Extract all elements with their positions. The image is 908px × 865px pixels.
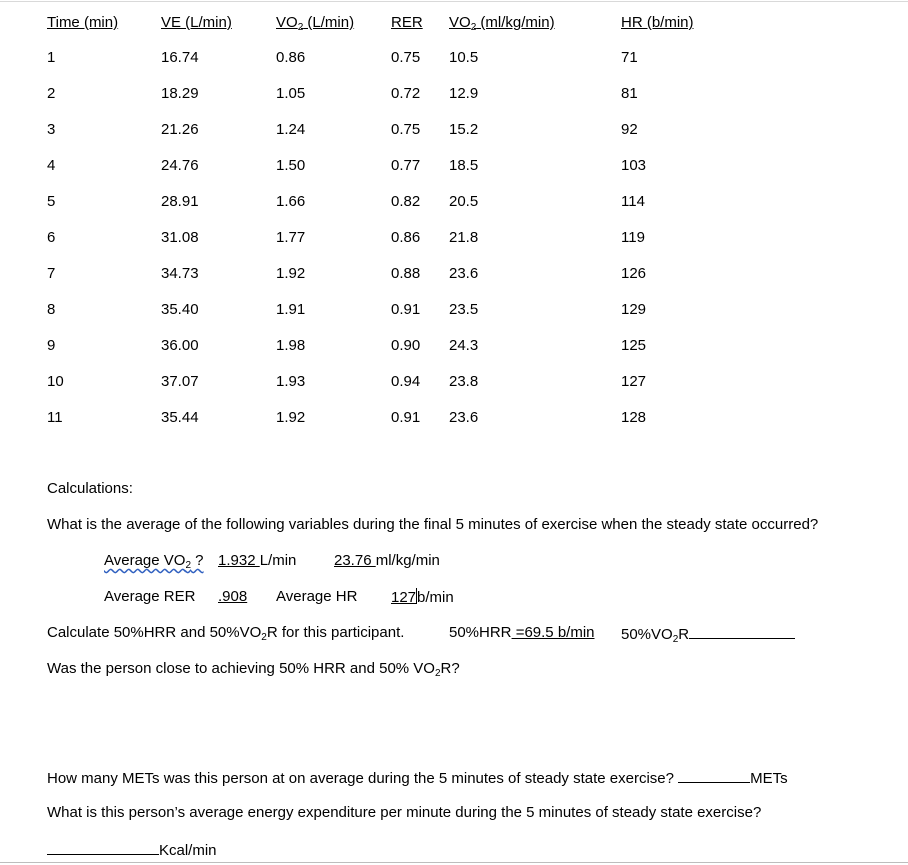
cell-hr: 103 — [621, 157, 647, 174]
page-top-border — [0, 1, 908, 2]
average-vo2-answer[interactable]: 1.932 L/min — [218, 552, 297, 569]
cell-vo2: 1.91 — [276, 301, 306, 318]
cell-ve: 36.00 — [161, 337, 199, 354]
cell-vo2: 1.50 — [276, 157, 306, 174]
cell-rer: 0.77 — [391, 157, 421, 174]
cell-ve: 16.74 — [161, 49, 199, 66]
cell-hr: 114 — [621, 193, 645, 210]
header-ve: VE (L/min) — [161, 14, 232, 31]
cell-rer: 0.82 — [391, 193, 421, 210]
cell-time: 4 — [47, 157, 56, 174]
cell-vo2: 1.92 — [276, 265, 306, 282]
cell-time: 5 — [47, 193, 56, 210]
cell-ve: 18.29 — [161, 85, 199, 102]
cell-hr: 119 — [621, 229, 645, 246]
vo2r-50-answer[interactable]: $50\%VO_2R$ — [621, 624, 795, 644]
header-vo2-kg: $VO_2$ (ml/kg/min) — [449, 14, 555, 33]
average-vo2-line[interactable] — [104, 552, 204, 570]
cell-vo2-kg: 23.6 — [449, 265, 479, 282]
cell-ve: 37.07 — [161, 373, 199, 390]
header-rer: RER — [391, 14, 423, 31]
cell-vo2-kg: 24.3 — [449, 337, 479, 354]
kcal-answer[interactable]: Kcal/min — [47, 840, 217, 860]
cell-ve: 35.44 — [161, 409, 199, 426]
cell-rer: 0.75 — [391, 121, 421, 138]
cell-vo2-kg: 23.6 — [449, 409, 479, 426]
header-hr: HR (b/min) — [621, 14, 694, 31]
calculations-heading: Calculations: — [47, 480, 133, 497]
kcal-blank[interactable] — [47, 840, 159, 855]
cell-rer: 0.90 — [391, 337, 421, 354]
cell-time: 7 — [47, 265, 56, 282]
cell-vo2-kg: 23.8 — [449, 373, 479, 390]
cell-vo2-kg: 15.2 — [449, 121, 479, 138]
cell-hr: 125 — [621, 337, 647, 354]
cell-rer: 0.86 — [391, 229, 421, 246]
cell-ve: 31.08 — [161, 229, 199, 246]
cell-rer: 0.91 — [391, 409, 421, 426]
cell-vo2-kg: 12.9 — [449, 85, 479, 102]
cell-vo2: 1.93 — [276, 373, 306, 390]
average-vo2-kg-answer[interactable]: 23.76 ml/kg/min — [334, 552, 440, 569]
cell-time: 10 — [47, 373, 64, 390]
header-time: Time (min) — [47, 14, 119, 31]
cell-ve: 35.40 — [161, 301, 199, 318]
header-vo2: $VO_2$ (L/min) — [276, 14, 355, 33]
cell-vo2-kg: 21.8 — [449, 229, 479, 246]
vo2r-blank[interactable] — [689, 624, 795, 639]
cell-ve: 34.73 — [161, 265, 199, 282]
cell-hr: 71 — [621, 49, 638, 66]
cell-vo2-kg: 20.5 — [449, 193, 479, 210]
cell-ve: 21.26 — [161, 121, 199, 138]
cell-vo2: 1.92 — [276, 409, 306, 426]
average-rer-label: Average RER — [104, 588, 196, 605]
cell-time: 11 — [47, 409, 63, 426]
cell-vo2-kg: 18.5 — [449, 157, 479, 174]
cell-vo2-kg: 10.5 — [449, 49, 479, 66]
cell-vo2: 1.24 — [276, 121, 306, 138]
mets-question: How many METs was this person at on average during the 5 minutes of steady state exercise? METs — [47, 770, 788, 787]
cell-vo2: 1.66 — [276, 193, 306, 210]
cell-vo2: 1.05 — [276, 85, 306, 102]
cell-ve: 24.76 — [161, 157, 199, 174]
cell-rer: 0.75 — [391, 49, 421, 66]
cell-rer: 0.72 — [391, 85, 421, 102]
cell-hr: 92 — [621, 121, 638, 138]
cell-vo2-kg: 23.5 — [449, 301, 479, 318]
calculate-50-prompt: Calculate 50%HRR and $50\%VO_2R$ for this participant. — [47, 624, 405, 643]
cell-time: 9 — [47, 337, 56, 354]
cell-time: 3 — [47, 121, 56, 138]
average-hr-label: Average HR — [276, 588, 358, 605]
cell-hr: 81 — [621, 85, 638, 102]
average-hr-answer[interactable]: 127b/min — [391, 589, 454, 606]
cell-rer: 0.94 — [391, 373, 421, 390]
page-bottom-border — [0, 862, 908, 863]
cell-hr: 128 — [621, 409, 647, 426]
cell-hr: 127 — [621, 373, 647, 390]
cell-vo2: 1.77 — [276, 229, 306, 246]
energy-expenditure-question: What is this person’s average energy expenditure per minute during the 5 minutes of steady state exercise? — [47, 804, 762, 821]
average-rer-answer[interactable]: .908 — [218, 588, 248, 605]
cell-vo2: 1.98 — [276, 337, 306, 354]
mets-blank[interactable] — [678, 768, 750, 783]
cell-hr: 129 — [621, 301, 647, 318]
hrr-50-answer[interactable]: 50%HRR =69.5 b/min — [449, 624, 595, 641]
cell-rer: 0.88 — [391, 265, 421, 282]
cell-ve: 28.91 — [161, 193, 199, 210]
cell-time: 6 — [47, 229, 56, 246]
question-averages: What is the average of the following variables during the final 5 minutes of exercise when the steady state occurred? — [47, 516, 819, 533]
cell-hr: 126 — [621, 265, 647, 282]
cell-rer: 0.91 — [391, 301, 421, 318]
cell-time: 2 — [47, 85, 56, 102]
close-to-50-question: Was the person close to achieving 50% HRR and 50% $VO_2R$? — [47, 660, 460, 679]
cell-vo2: 0.86 — [276, 49, 306, 66]
average-vo2-label: Average $VO_2$ ? — [104, 552, 204, 571]
cell-time: 8 — [47, 301, 56, 318]
cell-time: 1 — [47, 49, 56, 66]
